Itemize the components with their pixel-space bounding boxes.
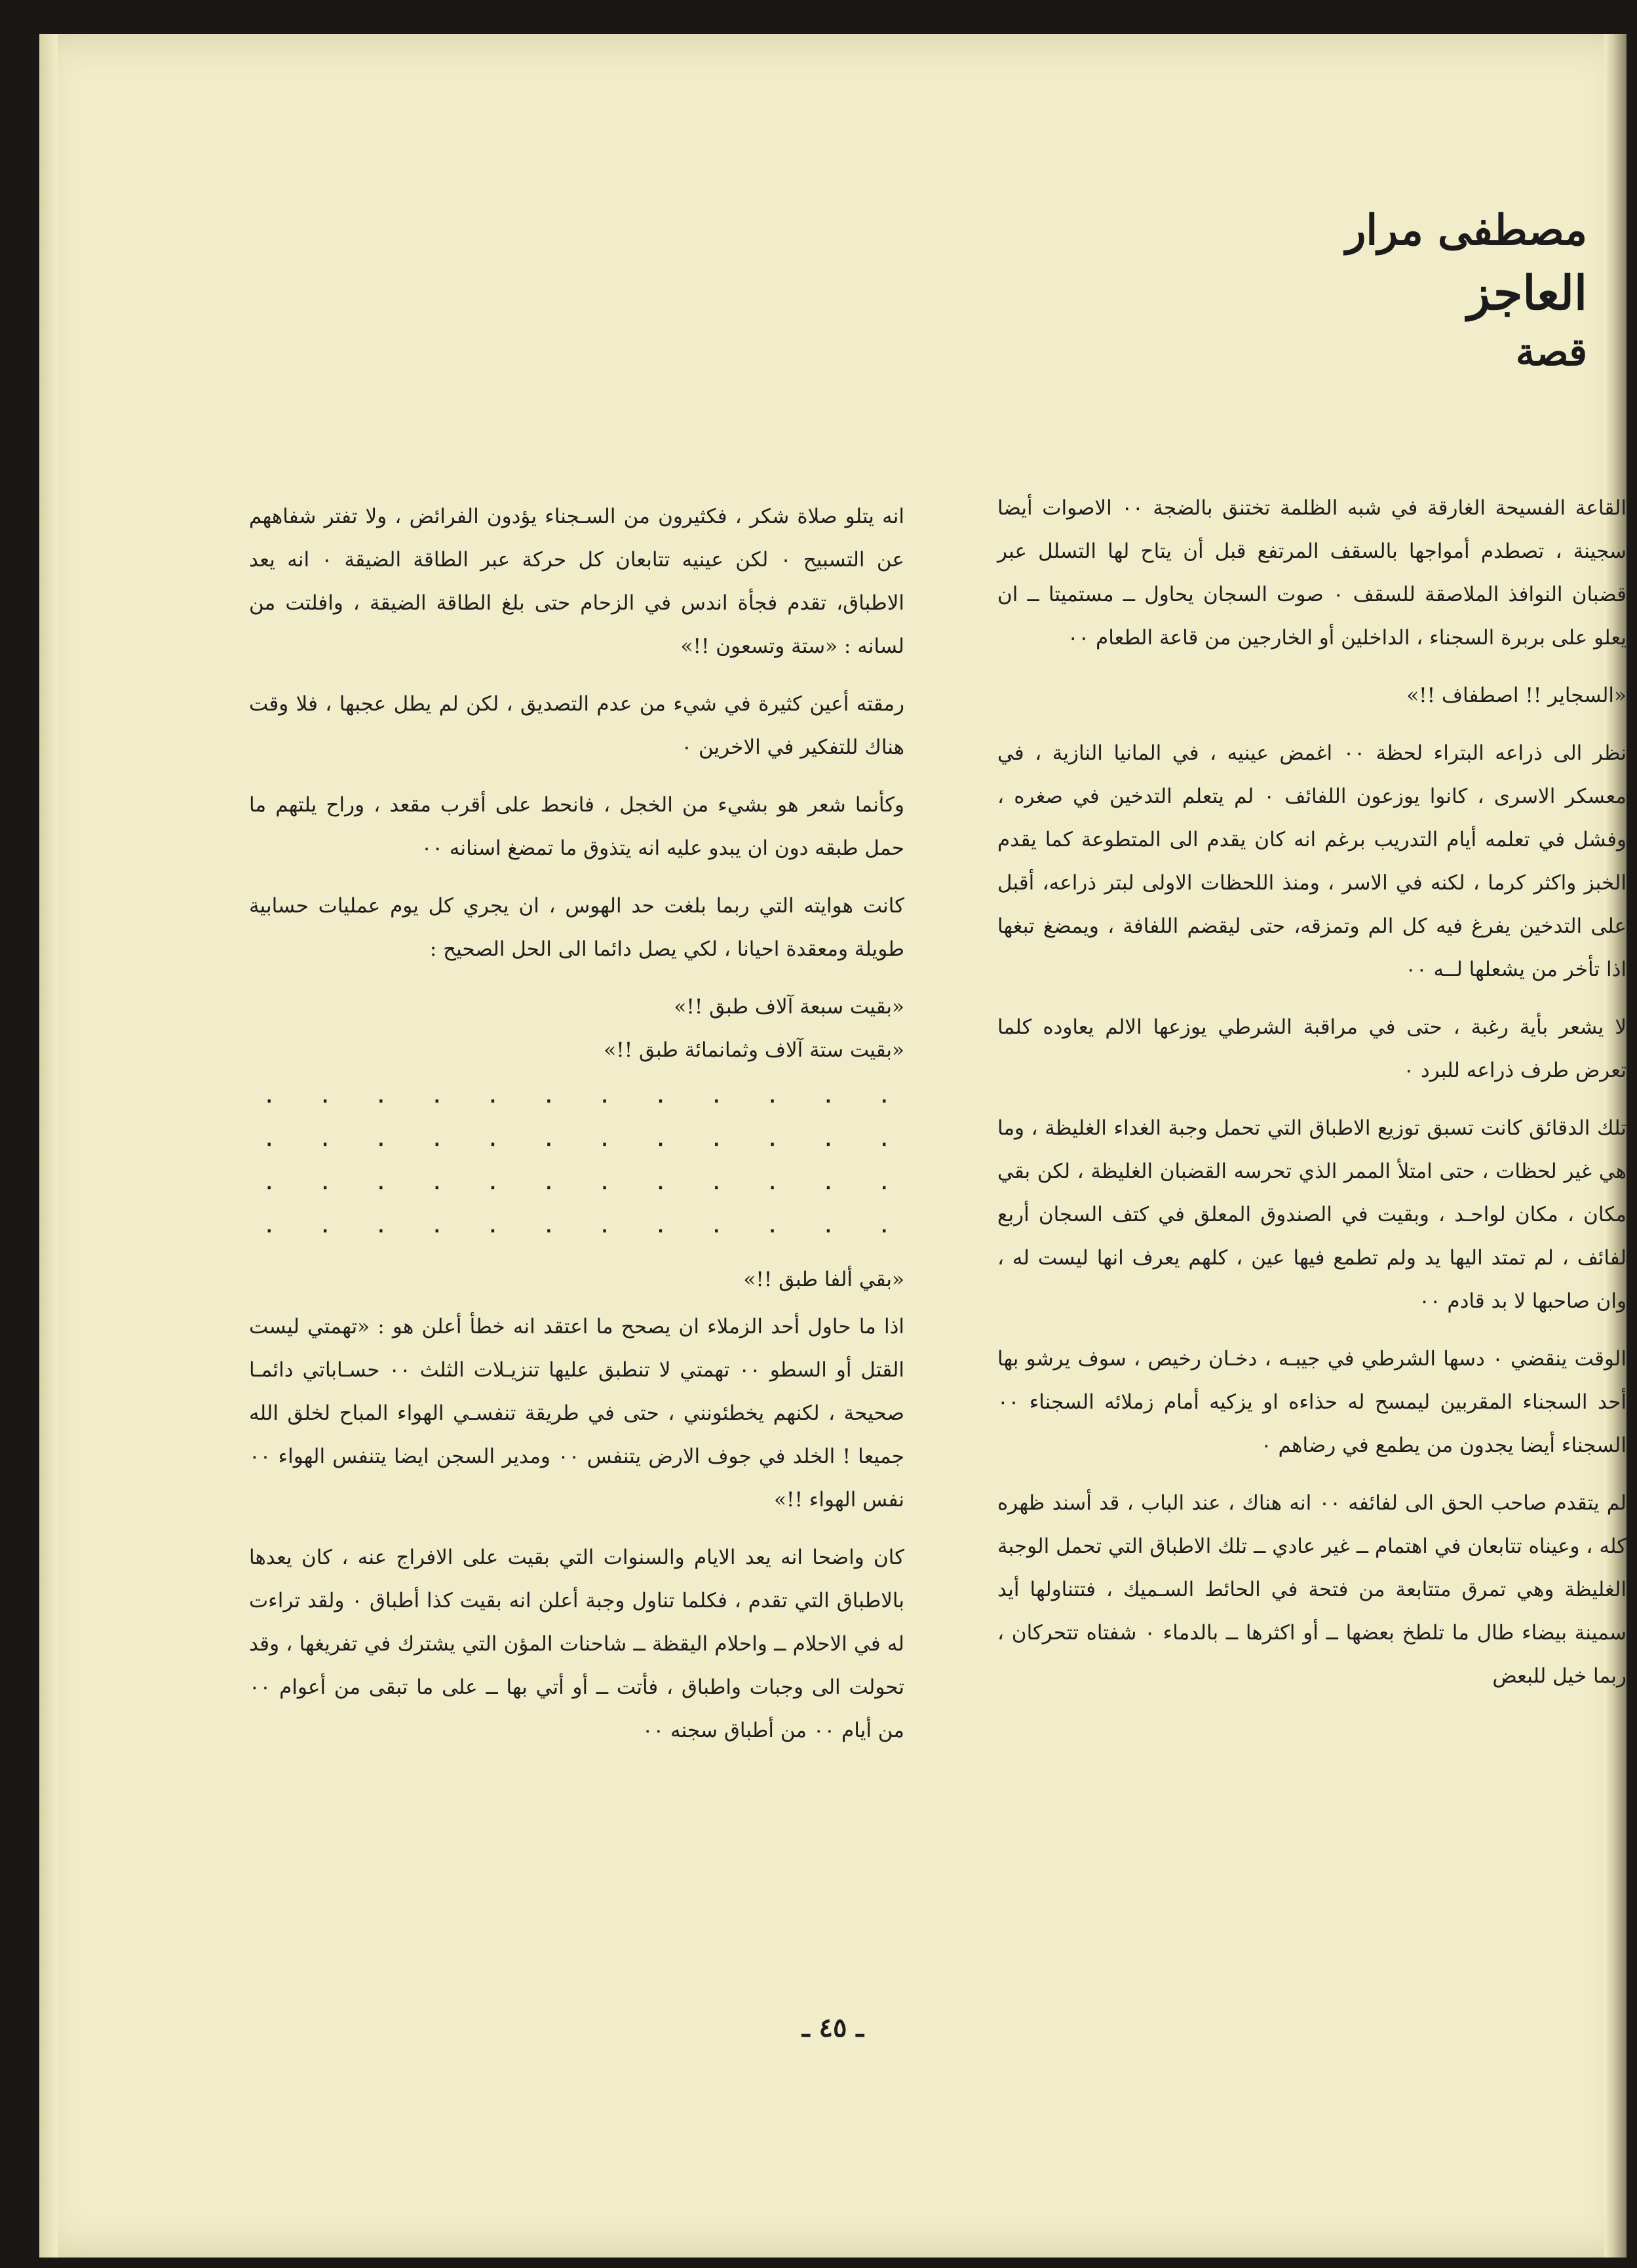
ellipsis-dot: ٠ — [318, 1215, 332, 1245]
ellipsis-dot: ٠ — [597, 1171, 612, 1202]
ellipsis-dot: ٠ — [262, 1085, 277, 1115]
ellipsis-dot: ٠ — [597, 1085, 612, 1115]
dots-row — [249, 1165, 904, 1208]
paragraph: الوقت ينقضي ٠ دسها الشرطي في جيبـه ، دخـان رخيص ، سوف يرشو بها أحد السجناء المقربين ليمسح له حذاءه او يزكيه أمام زملائه السجناء ٠٠ السجناء أيضا يجدون من يطمع في رضاهم ٠ — [997, 1347, 1627, 1457]
ellipsis-dot: ٠ — [262, 1171, 277, 1202]
ellipsis-dot: ٠ — [429, 1085, 444, 1115]
author-name: مصطفى مرار — [1345, 206, 1587, 255]
ellipsis-dot: ٠ — [262, 1215, 277, 1245]
ellipsis-dot: ٠ — [374, 1215, 389, 1245]
ellipsis-dot: ٠ — [429, 1215, 444, 1245]
quote-two-thousand: «بقي ألفا طبق !!» — [743, 1268, 904, 1291]
ellipsis-dot: ٠ — [597, 1215, 612, 1245]
paragraph: رمقته أعين كثيرة في شيء من عدم التصديق ، لكن لم يطل عجبها ، فلا وقت هناك للتفكير في الاخرين ٠ — [249, 692, 904, 759]
ellipsis-dot: ٠ — [821, 1085, 836, 1115]
paragraph: لا يشعر بأية رغبة ، حتى في مراقبة الشرطي يوزعها الالم يعاوده كلما تعرض طرف ذراعه للبرد ٠ — [997, 1015, 1627, 1082]
ellipsis-dot: ٠ — [877, 1085, 891, 1115]
paragraph: نظر الى ذراعه البتراء لحظة ٠٠ اغمض عينيه ، في المانيا النازية ، في معسكر الاسرى ، كانوا يوزعون اللفائف ٠ لم يتعلم التدخين في صغره ، وفشل في تعلمه أيام التدريب برغم انه كان يقدم الى المتطوعة كما يقدم الخبز واكثر كرما ، لكنه في الاسر ، ومنذ اللحظات الاولى لبتر ذراعه، أقبل على التدخين يفرغ فيه كل الم وتمزقه، حتى ليقضم اللفافة ، ويمضغ تبغها اذا تأخر من يشعلها لــه ٠٠ — [997, 741, 1627, 981]
dots-row — [249, 1078, 904, 1122]
story-title: العاجز — [1467, 265, 1587, 321]
ellipsis-dot: ٠ — [821, 1171, 836, 1202]
ellipsis-dot: ٠ — [374, 1171, 389, 1202]
ellipsis-dot: ٠ — [429, 1171, 444, 1202]
ellipsis-dot: ٠ — [709, 1085, 723, 1115]
ellipsis-dot: ٠ — [653, 1171, 668, 1202]
ellipsis-dot: ٠ — [765, 1171, 780, 1202]
ellipsis-dot: ٠ — [374, 1085, 389, 1115]
story-header — [1220, 201, 1587, 378]
dots-row — [249, 1122, 904, 1165]
ellipsis-dot: ٠ — [374, 1128, 389, 1158]
ellipsis-dots — [249, 1078, 904, 1251]
paragraph: «السجاير !! اصطفاف !!» — [1406, 684, 1627, 707]
paragraph: تلك الدقائق كانت تسبق توزيع الاطباق التي تحمل وجبة الغداء الغليظة ، وما هي غير لحظات ، حتى امتلأ الممر الذي تحرسه القضبان الغليظة ، لكن بقي مكان ، مكان لواحـد ، وبقيت في الصندوق المعلق في كتف السجان أربع لفائف ، لم تمتد اليها يد ولم تطمع فيها عين ، كلهم يعرف انها ليست له ، وان صاحبها لا بد قادم ٠٠ — [997, 1116, 1627, 1313]
paragraph: القاعة الفسيحة الغارقة في شبه الظلمة تختنق بالضجة ٠٠ الاصوات أيضا سجينة ، تصطدم أمواجها بالسقف المرتفع قبل أن يتاح لها التسلل عبر قضبان النوافذ الملاصقة للسقف ٠ صوت السجان يحاول ــ مستميتا ــ ان يعلو على بربرة السجناء ، الداخلين أو الخارجين من قاعة الطعام ٠٠ — [997, 496, 1627, 650]
quote-seven-thousand: «بقيت سبعة آلاف طبق !!» — [674, 995, 904, 1019]
ellipsis-dot: ٠ — [541, 1128, 556, 1158]
ellipsis-dot: ٠ — [486, 1171, 500, 1202]
ellipsis-dot: ٠ — [877, 1171, 891, 1202]
ellipsis-dot: ٠ — [429, 1128, 444, 1158]
dots-row — [249, 1208, 904, 1251]
ellipsis-dot: ٠ — [877, 1128, 891, 1158]
ellipsis-dot: ٠ — [709, 1128, 723, 1158]
ellipsis-dot: ٠ — [541, 1171, 556, 1202]
ellipsis-dot: ٠ — [486, 1215, 500, 1245]
ellipsis-dot: ٠ — [765, 1215, 780, 1245]
ellipsis-dot: ٠ — [262, 1128, 277, 1158]
quote-six-thousand-eight-hundred: «بقيت ستة آلاف وثمانمائة طبق !!» — [604, 1038, 904, 1062]
ellipsis-dot: ٠ — [821, 1128, 836, 1158]
ellipsis-dot: ٠ — [653, 1128, 668, 1158]
ellipsis-dot: ٠ — [709, 1171, 723, 1202]
paragraph: كانت هوايته التي ربما بلغت حد الهوس ، ان يجري كل يوم عمليات حسابية طويلة ومعقدة احيانا ، لكي يصل دائما الى الحل الصحيح : — [249, 894, 904, 961]
ellipsis-dot: ٠ — [765, 1128, 780, 1158]
ellipsis-dot: ٠ — [597, 1128, 612, 1158]
paragraph: وكأنما شعر هو بشيء من الخجل ، فانحط على أقرب مقعد ، وراح يلتهم ما حمل طبقه دون ان يبدو عليه انه يتذوق ما تمضغ اسنانه ٠٠ — [249, 793, 904, 860]
paragraph: لم يتقدم صاحب الحق الى لفائفه ٠٠ انه هناك ، عند الباب ، قد أسند ظهره كله ، وعيناه تتابعان في اهتمام ــ غير عادي ــ تلك الاطباق التي تحمل الوجبة الغليظة وهي تمرق متتابعة من فتحة في الحائط السـميك ، فتتناولها أيد سمينة بيضاء طال ما تلطخ بعضها ــ أو اكثرها ــ بالدماء ٠ شفتاه تتحركان ، ربما خيل للبعض — [997, 1491, 1627, 1688]
left-text-column — [249, 495, 904, 1767]
ellipsis-dot: ٠ — [709, 1215, 723, 1245]
ellipsis-dot: ٠ — [821, 1215, 836, 1245]
ellipsis-dot: ٠ — [318, 1171, 332, 1202]
story-genre: قصة — [1515, 330, 1587, 374]
right-text-column — [997, 486, 1627, 1712]
ellipsis-dot: ٠ — [877, 1215, 891, 1245]
page-number: ـ ٤٥ ـ — [801, 2012, 864, 2043]
ellipsis-dot: ٠ — [486, 1128, 500, 1158]
ellipsis-dot: ٠ — [653, 1085, 668, 1115]
ellipsis-dot: ٠ — [653, 1215, 668, 1245]
paragraph: انه يتلو صلاة شكر ، فكثيرون من السـجناء يؤدون الفرائض ، ولا تفتر شفاههم عن التسبيح ٠ لكن عينيه تتابعان كل حركة عبر الطاقة الضيقة ٠ انه يعد الاطباق، تقدم فجأة اندس في الزحام حتى بلغ الطاقة الضيقة ، وافلتت من لسانه : «ستة وتسعون !!» — [249, 505, 904, 658]
page-left-edge — [39, 34, 58, 2258]
ellipsis-dot: ٠ — [541, 1215, 556, 1245]
ellipsis-dot: ٠ — [486, 1085, 500, 1115]
ellipsis-dot: ٠ — [541, 1085, 556, 1115]
ellipsis-dot: ٠ — [318, 1128, 332, 1158]
page-sheet — [39, 34, 1627, 2258]
paragraph: اذا ما حاول أحد الزملاء ان يصحح ما اعتقد انه خطأ أعلن هو : «تهمتي ليست القتل أو السطو ٠٠ تهمتي لا تنطبق عليها تنزيـلات الثلث ٠٠ حسـاباتي دائمـا صحيحة ، لكنهم يخطئونني ، حتى في طريقة تنفسـي الهواء المباح لخلق الله جميعا ! الخلد في جوف الارض يتنفس ٠٠ ومدير السجن ايضا يتنفس الهواء ٠٠ نفس الهواء !!» — [249, 1315, 905, 1512]
ellipsis-dot: ٠ — [318, 1085, 332, 1115]
ellipsis-dot: ٠ — [765, 1085, 780, 1115]
paragraph: كان واضحا انه يعد الايام والسنوات التي بقيت على الافراج عنه ، كان يعدها بالاطباق التي تقدم ، فكلما تناول وجبة أعلن انه بقيت كذا أطباق ٠ ولقد تراءت له في الاحلام ــ واحلام اليقظة ــ شاحنات المؤن التي يشترك في تفريغها ، وقد تحولت الى وجبات واطباق ، فأتت ــ أو أتي بها ــ على ما تبقى من أعوام ٠٠ من أيام ٠٠ من أطباق سجنه ٠٠ — [249, 1546, 905, 1742]
